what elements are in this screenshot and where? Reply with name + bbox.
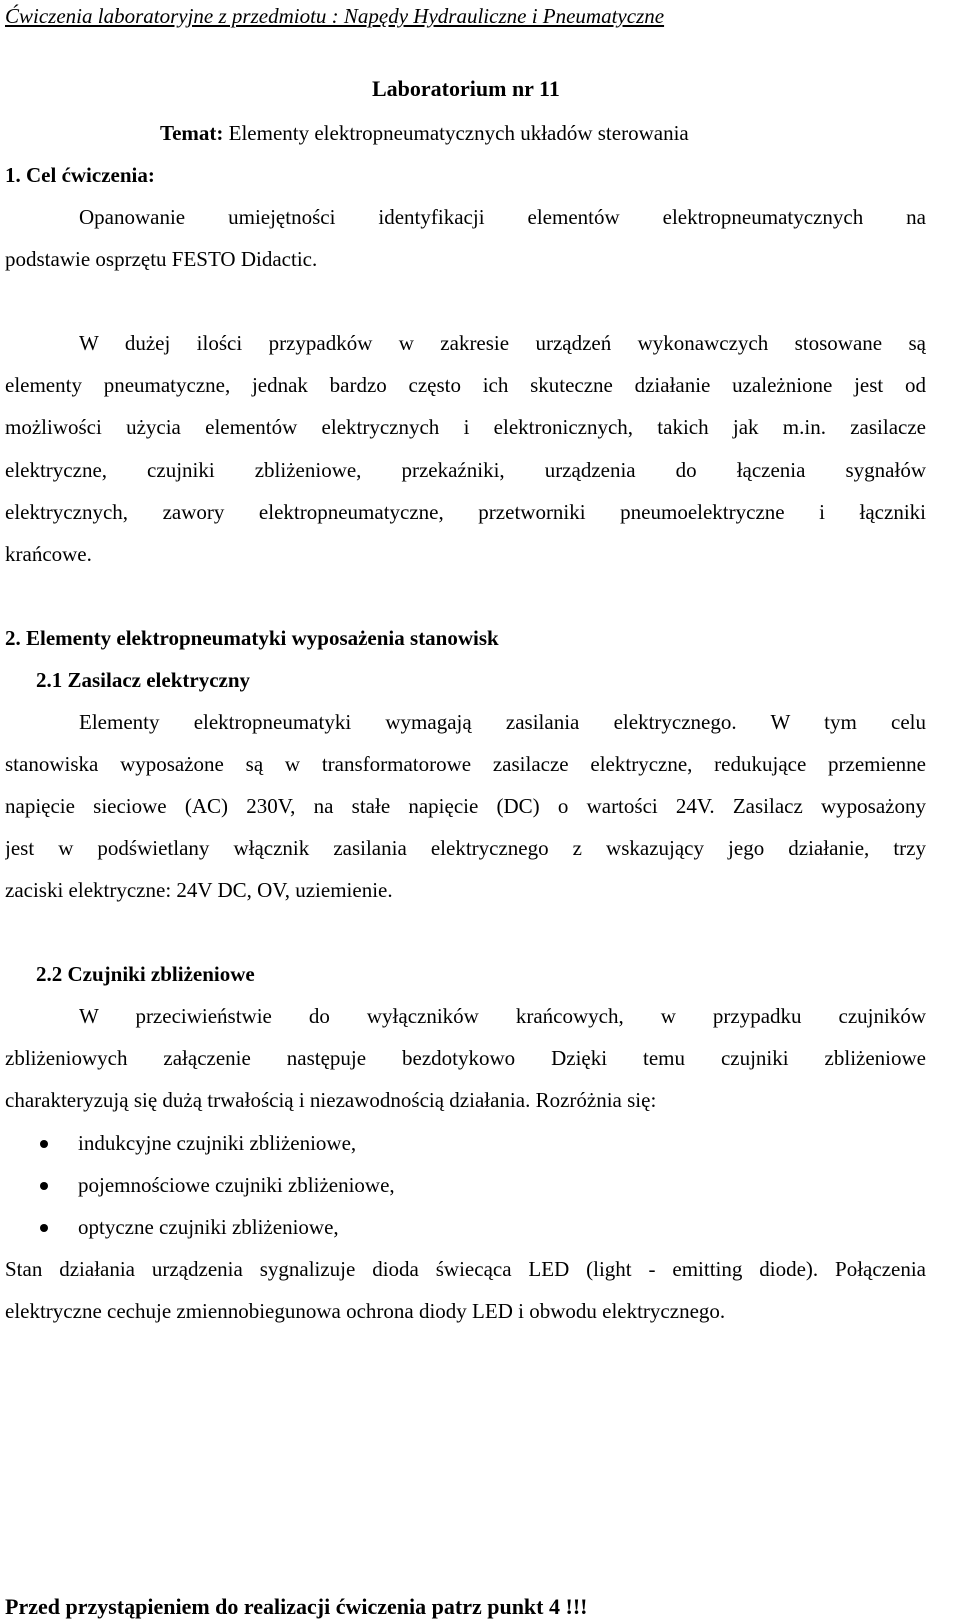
section-1-heading: 1. Cel ćwiczenia: xyxy=(5,163,155,187)
section-2-2-after-1: Stan działania urządzenia sygnalizuje dioda świecąca LED (light - emitting diode). Połączenia xyxy=(5,1257,926,1281)
intro-line-4: elektryczne, czujniki zbliżeniowe, przekaźniki, urządzenia do łączenia sygnałów xyxy=(5,458,926,482)
section-2-2-after-2: elektryczne cechuje zmiennobiegunowa ochrona diody LED i obwodu elektrycznego. xyxy=(5,1299,726,1323)
bullet-icon xyxy=(40,1140,48,1148)
intro-line-5: elektrycznych, zawory elektropneumatyczne, przetworniki pneumoelektryczne i łączniki xyxy=(5,500,926,524)
intro-line-2: elementy pneumatyczne, jednak bardzo często ich skuteczne działanie uzależnione jest od xyxy=(5,373,926,397)
section-2-1-line-3: napięcie sieciowe (AC) 230V, na stałe napięcie (DC) o wartości 24V. Zasilacz wyposażony xyxy=(5,794,926,818)
lab-title: Laboratorium nr 11 xyxy=(372,76,560,101)
section-2-1-heading: 2.1 Zasilacz elektryczny xyxy=(36,668,251,692)
section-1-line-2: podstawie osprzętu FESTO Didactic. xyxy=(5,247,318,271)
intro-line-6: krańcowe. xyxy=(5,542,92,566)
topic-text: Elementy elektropneumatycznych układów sterowania xyxy=(228,121,689,145)
running-header: Ćwiczenia laboratoryjne z przedmiotu : Napędy Hydrauliczne i Pneumatyczne xyxy=(5,4,665,28)
section-2-heading: 2. Elementy elektropneumatyki wyposażenia stanowisk xyxy=(5,626,499,650)
section-2-2-line-1: W przeciwieństwie do wyłączników krańcowych, w przypadku czujników xyxy=(79,1004,926,1028)
lab-topic xyxy=(160,119,689,147)
topic-label: Temat: xyxy=(160,121,224,145)
section-2-1-line-5: zaciski elektryczne: 24V DC, OV, uziemienie. xyxy=(5,878,393,902)
section-2-2-line-2: zbliżeniowych załączenie następuje bezdotykowo Dzięki temu czujniki zbliżeniowe xyxy=(5,1046,926,1070)
list-item: pojemnościowe czujniki zbliżeniowe, xyxy=(78,1173,395,1197)
section-2-2-line-3: charakteryzują się dużą trwałością i niezawodnością działania. Rozróżnia się: xyxy=(5,1088,657,1112)
section-2-1-line-4: jest w podświetlany włącznik zasilania elektrycznego z wskazujący jego działanie, trzy xyxy=(5,836,926,860)
intro-line-1: W dużej ilości przypadków w zakresie urządzeń wykonawczych stosowane są xyxy=(79,331,926,355)
section-2-1-line-2: stanowiska wyposażone są w transformatorowe zasilacze elektryczne, redukujące przemienne xyxy=(5,752,926,776)
list-item: indukcyjne czujniki zbliżeniowe, xyxy=(78,1131,357,1155)
section-2-1-line-1: Elementy elektropneumatyki wymagają zasilania elektrycznego. W tym celu xyxy=(79,710,926,734)
section-1-line-1: Opanowanie umiejętności identyfikacji elementów elektropneumatycznych na xyxy=(79,205,926,229)
bullet-icon xyxy=(40,1182,48,1190)
section-2-2-heading: 2.2 Czujniki zbliżeniowe xyxy=(36,962,255,986)
list-item: optyczne czujniki zbliżeniowe, xyxy=(78,1215,339,1239)
intro-line-3: możliwości użycia elementów elektrycznych i elektronicznych, takich jak m.in. zasilacze xyxy=(5,415,926,439)
footer-note: Przed przystąpieniem do realizacji ćwiczenia patrz punkt 4 !!! xyxy=(5,1594,588,1619)
bullet-icon xyxy=(40,1224,48,1232)
